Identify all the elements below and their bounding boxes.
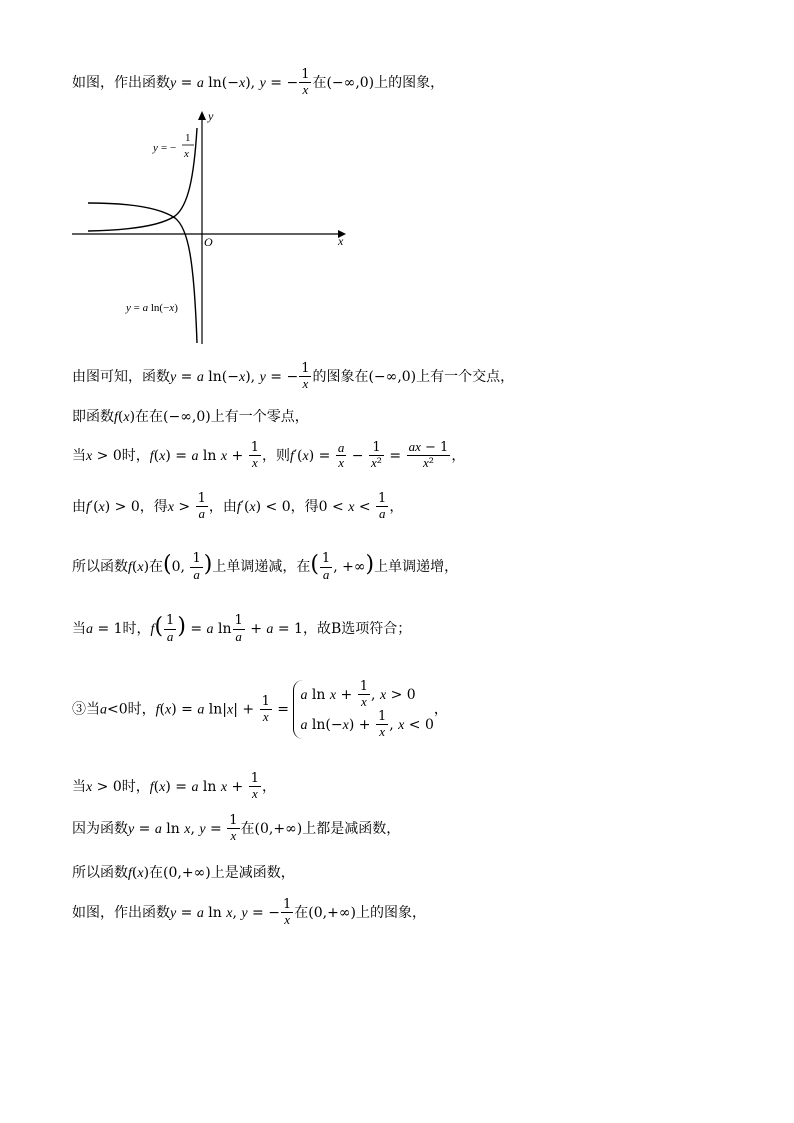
svg-text:1: 1 [185, 132, 191, 144]
y-axis-label: y [208, 109, 214, 123]
text-line-8: ③当a<0时，f(x) = a ln|x| + $\frac{1}{x}$ = a ln x + $\frac{1}{x}$ , x > 0 a ln(−x) + $\frac{1}{x}$ , x < 0 ， [72, 679, 448, 739]
x-axis-label: x [338, 234, 344, 248]
text-line-1: 如图，作出函数y = a ln(−x), y = − $\frac{1}{x}$ 在(−∞,0)上的图象， [72, 67, 445, 98]
text-line-9: 当x > 0时，f(x) = a ln x + $\frac{1}{x}$ ， [72, 771, 276, 802]
text-line-4: 当x > 0时，f(x) = a ln x + $\frac{1}{x}$ ，则f′(x) = $\frac{a}{x}$ − $\frac{1}{\text{x²}}$ = $\frac{ax - 1}{\text{x²}}$ ， [72, 439, 466, 472]
origin-label: O [204, 235, 213, 249]
curve-neg-reciprocal [88, 128, 197, 231]
text-line-6: 所以函数f(x)在(0, $\frac{1}{a}$ )上单调递减，在( $\frac{1}{a}$ , +∞)上单调递增， [72, 551, 459, 582]
text-line-3: 即函数f(x)在在(−∞,0)上有一个零点， [72, 409, 309, 425]
text-line-12: 如图，作出函数y = a ln x, y = − $\frac{1}{x}$ 在(0,+∞)上的图象， [72, 897, 426, 928]
svg-text:y: y [153, 142, 158, 154]
function-graph [70, 108, 360, 348]
curve2-label [125, 302, 178, 314]
curve-a-ln-neg-x [88, 203, 197, 343]
y-axis-arrow [198, 111, 206, 120]
text-line-7: 当a = 1时，f( $\frac{1}{a}$ ) = a ln $\frac{1}{a}$ + a = 1，故B选项符合； [72, 613, 412, 644]
text-line-11: 所以函数f(x)在(0,+∞)上是减函数， [72, 865, 295, 881]
piecewise-brace: a ln x + $\frac{1}{x}$ , x > 0 a ln(−x) + $\frac{1}{x}$ , x < 0 [293, 680, 433, 739]
svg-text:y = a ln(−x): y = a ln(−x) [126, 302, 178, 314]
text-line-5: 由f′(x) > 0，得x > $\frac{1}{a}$ ，由f′(x) < 0，得0 < x < $\frac{1}{a}$ ， [72, 491, 404, 522]
curve1-label [152, 132, 194, 160]
text-line-10: 因为函数y = a ln x, y = $\frac{1}{x}$ 在(0,+∞)上都是减函数， [72, 813, 401, 844]
svg-text:= −: = − [161, 142, 177, 154]
svg-text:x: x [184, 148, 189, 160]
text-line-2: 由图可知，函数y = a ln(−x), y = − $\frac{1}{x}$ 的图象在(−∞,0)上有一个交点， [72, 361, 515, 392]
